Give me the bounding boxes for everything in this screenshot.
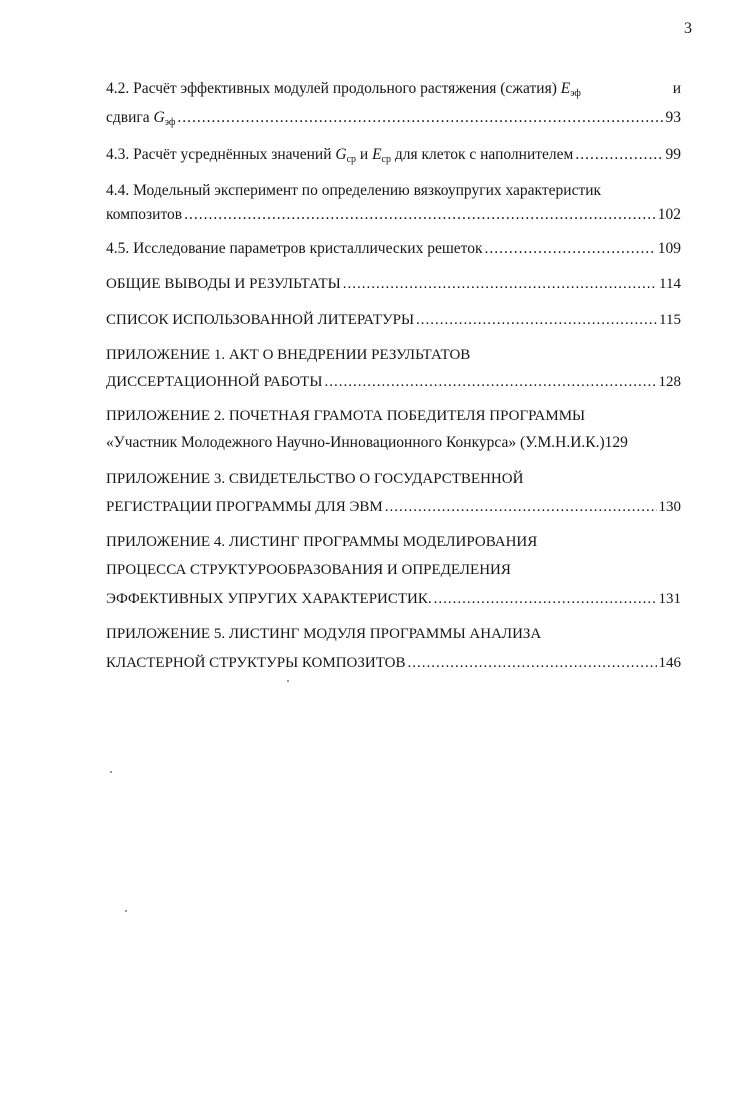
- toc-entry-text: 4.5. Исследование параметров кристаллических решеток: [106, 240, 483, 257]
- toc-entry-appendix-3-line-2[interactable]: [106, 494, 681, 520]
- toc-entry-appendix-2-line-1: [106, 403, 681, 429]
- toc-entry-appendix-4-line-3[interactable]: [106, 586, 681, 612]
- math-subscript: ср: [381, 154, 391, 165]
- math-symbol: G: [153, 109, 165, 126]
- toc-entry-4-4-line-1: [106, 178, 681, 204]
- toc-entry-text: ПРИЛОЖЕНИЕ 3. СВИДЕТЕЛЬСТВО О ГОСУДАРСТВЕННОЙ: [106, 471, 524, 487]
- toc-entry-text: 4.2. Расчёт эффективных модулей продольного растяжения (сжатия): [106, 80, 561, 97]
- dot-leader: [385, 494, 657, 520]
- toc-page-number: 114: [659, 276, 681, 292]
- toc-entry-text: 4.4. Модельный эксперимент по определению вязкоупругих характеристик: [106, 182, 602, 199]
- toc-entry-text: и: [672, 80, 681, 97]
- scan-speck: [287, 680, 289, 682]
- math-symbol: G: [335, 146, 347, 163]
- toc-entry-text: ДИССЕРТАЦИОННОЙ РАБОТЫ: [106, 374, 323, 390]
- toc-entry-text: ПРОЦЕССА СТРУКТУРООБРАЗОВАНИЯ И ОПРЕДЕЛЕНИЯ: [106, 562, 511, 578]
- math-subscript: ср: [346, 154, 357, 165]
- math-subscript: эф: [570, 88, 581, 99]
- scan-speck: [125, 910, 127, 912]
- toc-entry-text: сдвига: [106, 109, 154, 126]
- dot-leader: [184, 202, 656, 228]
- toc-entry-text: РЕГИСТРАЦИИ ПРОГРАММЫ ДЛЯ ЭВМ: [106, 499, 383, 515]
- dot-leader: [485, 236, 656, 262]
- toc-entry-text: КЛАСТЕРНОЙ СТРУКТУРЫ КОМПОЗИТОВ: [106, 655, 406, 671]
- toc-entry-text: композитов: [106, 206, 183, 223]
- toc-entry-text: ПРИЛОЖЕНИЕ 1. АКТ О ВНЕДРЕНИИ РЕЗУЛЬТАТОВ: [106, 347, 471, 363]
- toc-page-number: 109: [657, 240, 681, 257]
- toc-entry-text: ПРИЛОЖЕНИЕ 2. ПОЧЕТНАЯ ГРАМОТА ПОБЕДИТЕЛЯ ПРОГРАММЫ: [106, 408, 586, 424]
- dot-leader: [416, 307, 657, 333]
- toc-entry-text: для клеток с наполнителем: [391, 146, 574, 163]
- toc-entry-4-2-line-2[interactable]: [106, 105, 681, 131]
- toc-page-number: 131: [658, 591, 681, 607]
- toc-page-number: 129: [604, 434, 628, 451]
- toc-page-number: 130: [658, 499, 681, 515]
- dot-leader: [434, 586, 657, 612]
- page-number: 3: [684, 20, 692, 37]
- toc-entry-text: ОБЩИЕ ВЫВОДЫ И РЕЗУЛЬТАТЫ: [106, 276, 341, 292]
- toc-entry-appendix-4-line-2: [106, 557, 681, 583]
- toc-entry-appendix-5-line-1: [106, 621, 681, 647]
- toc-entry-text: «Участник Молодежного Научно-Инновационного Конкурса» (У.М.Н.И.К.): [106, 434, 605, 451]
- toc-entry-appendix-1-line-2[interactable]: [106, 369, 681, 395]
- toc-entry-appendix-4-line-1: [106, 529, 681, 555]
- toc-entry-4-2-line-1: [106, 76, 681, 102]
- toc-entry-appendix-1-line-1: [106, 342, 681, 368]
- toc-entry-text: ПРИЛОЖЕНИЕ 4. ЛИСТИНГ ПРОГРАММЫ МОДЕЛИРОВАНИЯ: [106, 534, 538, 550]
- toc-entry-appendix-2-line-2[interactable]: [106, 430, 681, 456]
- toc-entry-text: ПРИЛОЖЕНИЕ 5. ЛИСТИНГ МОДУЛЯ ПРОГРАММЫ АНАЛИЗА: [106, 626, 542, 642]
- toc-page-number: 99: [665, 146, 681, 163]
- toc-page-number: 146: [658, 655, 681, 671]
- toc-entry-text: 4.3. Расчёт усреднённых значений: [106, 146, 336, 163]
- math-symbol: E: [560, 80, 571, 97]
- scan-speck: [110, 771, 112, 773]
- dot-leader: [324, 369, 656, 395]
- toc-entry-4-4-line-2[interactable]: [106, 202, 681, 228]
- toc-entry-text: СПИСОК ИСПОЛЬЗОВАННОЙ ЛИТЕРАТУРЫ: [106, 312, 415, 328]
- toc-entry-appendix-3-line-1: [106, 466, 681, 492]
- toc-entry-conclusions[interactable]: [106, 271, 681, 297]
- toc-entry-references[interactable]: [106, 307, 681, 333]
- toc-page-number: 102: [657, 206, 681, 223]
- toc-page-number: 115: [659, 312, 681, 328]
- dot-leader: [343, 271, 657, 297]
- dot-leader: [177, 105, 663, 131]
- toc-entry-text: и: [356, 146, 373, 163]
- math-symbol: E: [372, 146, 382, 163]
- toc-page-number: 93: [665, 109, 681, 126]
- toc-entry-appendix-5-line-2[interactable]: [106, 650, 681, 676]
- dot-leader: [408, 650, 657, 676]
- dot-leader: [575, 142, 663, 168]
- toc-page-number: 128: [658, 374, 681, 390]
- toc-entry-text: ЭФФЕКТИВНЫХ УПРУГИХ ХАРАКТЕРИСТИК.: [106, 591, 432, 607]
- toc-entry-4-5[interactable]: [106, 236, 681, 262]
- math-subscript: эф: [164, 117, 176, 128]
- toc-entry-4-3[interactable]: [106, 142, 681, 168]
